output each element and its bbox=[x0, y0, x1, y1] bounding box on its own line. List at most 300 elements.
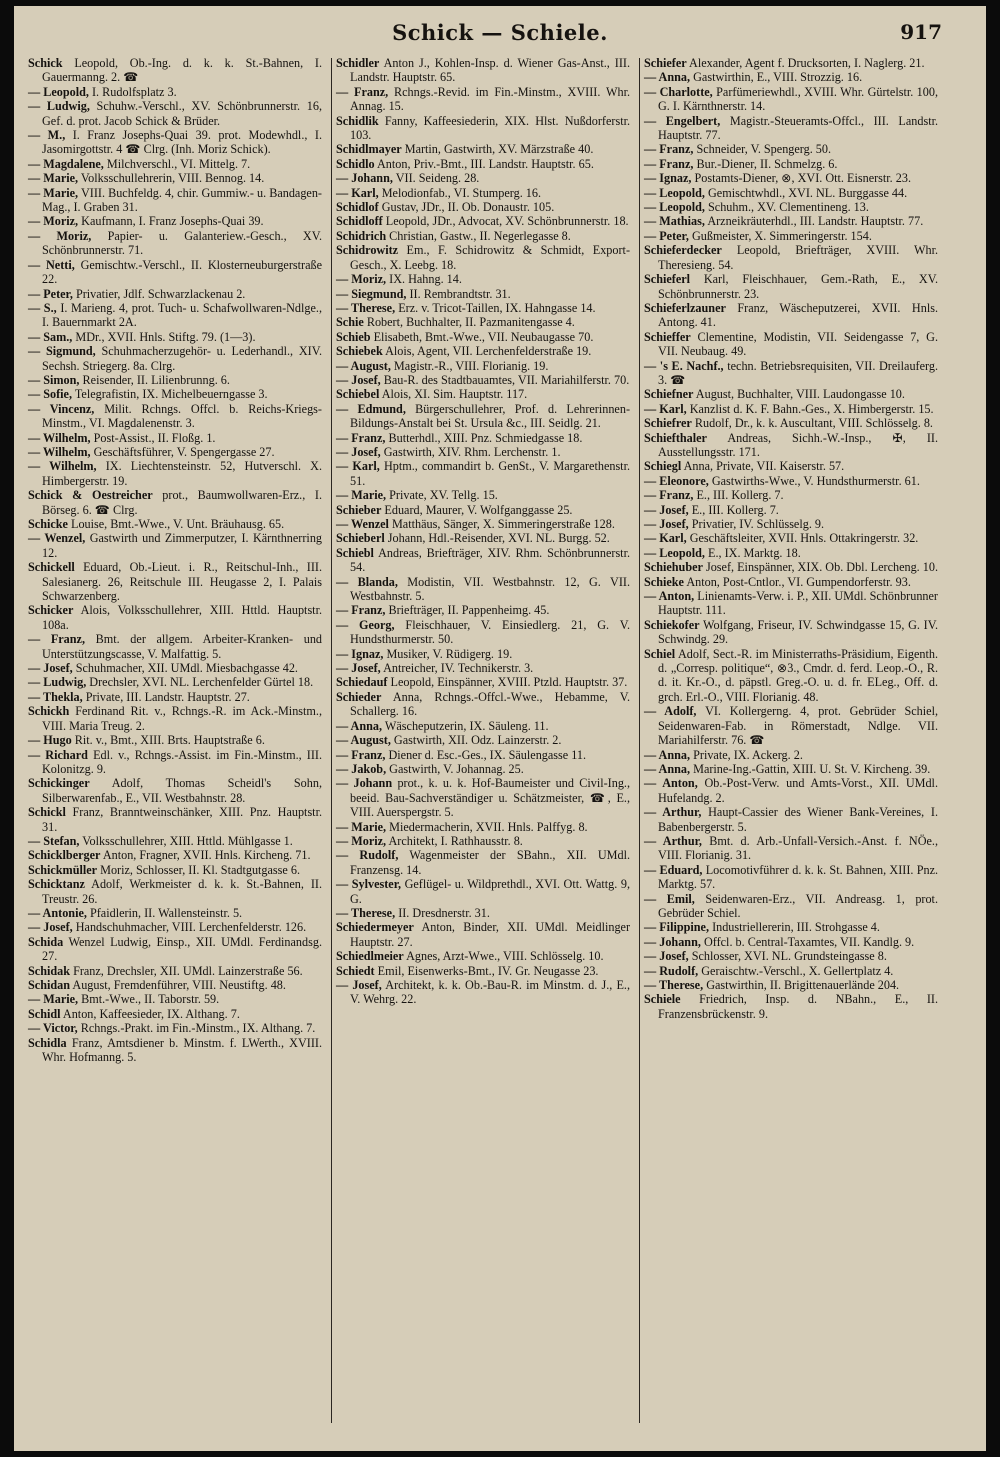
directory-entry bbox=[644, 892, 938, 921]
directory-entry bbox=[336, 748, 630, 762]
entry-details: Schuhw.-Verschl., XV. Schönbrunnerstr. 16, Gef. d. prot. Jacob Schick & Brüder. bbox=[42, 99, 323, 128]
entry-name: Schieb bbox=[336, 329, 371, 344]
directory-entry bbox=[28, 157, 322, 171]
directory-entry bbox=[28, 229, 322, 258]
entry-details: Gemischtwhdl., XVI. NL. Burggasse 44. bbox=[708, 185, 908, 200]
directory-entry bbox=[336, 503, 630, 517]
entry-name: — Wenzel, bbox=[28, 531, 86, 546]
directory-entry bbox=[28, 431, 322, 445]
entry-name: Schiehuber bbox=[644, 560, 703, 575]
entry-name: — Emil, bbox=[644, 891, 695, 906]
entry-name: — Josef, bbox=[644, 949, 689, 964]
directory-entry bbox=[336, 733, 630, 747]
entry-details: Schuhmacher, XII. UMdl. Miesbachgasse 42. bbox=[75, 661, 298, 676]
entry-details: Magistr.-Steueramts-Offcl., III. Landstr. Hauptstr. 77. bbox=[658, 113, 939, 143]
directory-entry bbox=[28, 531, 322, 560]
directory-entry bbox=[28, 1007, 322, 1021]
entry-details: Offcl. b. Central-Taxamtes, VII. Kandlg. 9. bbox=[703, 934, 915, 949]
entry-details: Em., F. Schidrowitz & Schmidt, Export-Gesch., X. Leebg. 18. bbox=[350, 243, 630, 272]
entry-name: — Peter, bbox=[644, 228, 689, 243]
entry-details: Schneider, V. Spengerg. 50. bbox=[696, 142, 832, 157]
entry-name: Schicklberger bbox=[28, 848, 101, 863]
entry-details: Ferdinand Rit. v., Rchngs.-R. im Ack.-Minstm., VIII. Maria Treug. 2. bbox=[42, 704, 322, 733]
page-header bbox=[14, 20, 986, 50]
entry-details: Architekt, I. Rathhausstr. 8. bbox=[388, 833, 523, 848]
directory-entry bbox=[336, 964, 630, 978]
entry-details: Leopold, Briefträger, XVIII. Whr. Theresieng. 54. bbox=[658, 243, 939, 272]
entry-name: — Edmund, bbox=[336, 401, 406, 416]
entry-details: Wagenmeister der SBahn., XII. UMdl. Franzensg. 14. bbox=[350, 848, 631, 877]
directory-entry bbox=[336, 330, 630, 344]
entry-name: — Karl, bbox=[644, 401, 687, 416]
entry-name: — Leopold, bbox=[28, 84, 89, 99]
directory-page bbox=[14, 6, 986, 1451]
directory-entry bbox=[644, 114, 938, 143]
directory-entry bbox=[336, 459, 630, 488]
directory-entry bbox=[336, 906, 630, 920]
directory-entry bbox=[28, 171, 322, 185]
entry-name: — S., bbox=[28, 300, 57, 315]
directory-entry bbox=[28, 128, 322, 157]
directory-entry bbox=[28, 258, 322, 287]
entry-details: Bmt. d. Arb.-Unfall-Versich.-Anst. f. NÖe., VIII. Florianig. 31. bbox=[658, 833, 939, 863]
column-1 bbox=[28, 56, 322, 1064]
entry-name: — Filippine, bbox=[644, 920, 710, 935]
entry-name: Schiegl bbox=[644, 459, 682, 474]
entry-name: — Ludwig, bbox=[28, 675, 87, 690]
entry-details: Modistin, VII. Westbahnstr. 12, G. VII. Westbahnstr. 5. bbox=[350, 574, 630, 604]
entry-details: IX. Liechtensteinstr. 52, Hutverschl. X. Himbergerstr. 19. bbox=[42, 459, 322, 488]
entry-name: — Peter, bbox=[28, 286, 73, 301]
entry-details: Anton J., Kohlen-Insp. d. Wiener Gas-Anst., III. Landstr. Hauptstr. 65. bbox=[350, 56, 630, 85]
entry-details: E., IX. Marktg. 18. bbox=[708, 545, 801, 560]
entry-details: Rchngs.-Prakt. im Fin.-Minstm., IX. Althang. 7. bbox=[80, 1021, 316, 1036]
entry-name: — Blanda, bbox=[336, 574, 398, 589]
directory-entry bbox=[644, 978, 938, 992]
entry-details: Linienamts-Verw. i. P., XII. UMdl. Schönbrunner Hauptstr. 111. bbox=[658, 589, 938, 618]
directory-entry bbox=[28, 488, 322, 517]
entry-details: Gastwirths-Wwe., V. Hundsthurmerstr. 61. bbox=[711, 473, 920, 488]
entry-name: Schida bbox=[28, 934, 64, 949]
entry-name: Schiel bbox=[644, 646, 676, 661]
entry-name: Schickl bbox=[28, 805, 66, 820]
entry-details: Rchngs.-Revid. im Fin.-Minstm., XVIII. Whr. Annag. 15. bbox=[350, 84, 630, 114]
entry-details: Anton, Binder, XII. UMdl. Meidlinger Hauptstr. 27. bbox=[350, 920, 631, 949]
entry-details: Fleischhauer, V. Einsiedlerg. 21, G. V. Hundsthurmerstr. 50. bbox=[350, 617, 630, 647]
entry-details: prot., Baumwollwaren-Erz., I. Börseg. 6. ☎ Clrg. bbox=[42, 488, 323, 517]
entry-name: Schidler bbox=[336, 56, 380, 70]
entry-name: — Eleonore, bbox=[644, 473, 709, 488]
directory-entry bbox=[644, 503, 938, 517]
directory-entry bbox=[644, 834, 938, 863]
directory-entry bbox=[644, 359, 938, 388]
entry-details: Christian, Gastw., II. Negerlegasse 8. bbox=[389, 228, 571, 243]
entry-details: Gastwirth und Zimmerputzer, I. Kärnthnerring 12. bbox=[42, 531, 323, 560]
entry-name: Schiefer bbox=[644, 56, 687, 70]
directory-entry bbox=[336, 85, 630, 114]
directory-entry bbox=[336, 920, 630, 949]
entry-name: — Wilhelm, bbox=[28, 459, 97, 474]
entry-name: — Karl, bbox=[644, 531, 687, 546]
entry-details: Leopold, JDr., Advocat, XV. Schönbrunnerstr. 18. bbox=[385, 214, 629, 229]
directory-entry bbox=[336, 315, 630, 329]
entry-name: — Franz, bbox=[336, 747, 386, 762]
directory-entry bbox=[336, 820, 630, 834]
entry-name: Schickmüller bbox=[28, 862, 98, 877]
directory-entry bbox=[28, 560, 322, 603]
entry-name: Schiedt bbox=[336, 963, 375, 978]
directory-entry bbox=[644, 805, 938, 834]
entry-name: — Sofie, bbox=[28, 387, 73, 402]
directory-entry bbox=[644, 171, 938, 185]
entry-name: Schick & Oestreicher bbox=[28, 488, 153, 503]
directory-entry bbox=[28, 848, 322, 862]
entry-name: — Ignaz, bbox=[336, 646, 384, 661]
entry-name: — Josef, bbox=[28, 661, 73, 676]
entry-name: — Franz, bbox=[644, 488, 694, 503]
directory-entry bbox=[644, 618, 938, 647]
directory-entry bbox=[28, 863, 322, 877]
entry-name: — Moriz, bbox=[28, 214, 79, 229]
entry-details: E., III. Kollerg. 7. bbox=[696, 488, 784, 503]
entry-name: Schidak bbox=[28, 963, 71, 978]
directory-entry bbox=[28, 301, 322, 330]
page-title: Schick — Schiele. bbox=[392, 20, 608, 45]
directory-entry bbox=[336, 171, 630, 185]
column-divider bbox=[331, 58, 332, 1423]
entry-details: Hptm., commandirt b. GenSt., V. Margarethenstr. 51. bbox=[350, 459, 631, 488]
directory-entry bbox=[28, 387, 322, 401]
entry-details: Volksschullehrer, XIII. Httld. Mühlgasse 1. bbox=[82, 833, 293, 848]
directory-entry bbox=[28, 373, 322, 387]
entry-details: Papier- u. Galanteriew.-Gesch., XV. Schönbrunnerstr. 71. bbox=[42, 228, 322, 258]
directory-entry bbox=[644, 589, 938, 618]
entry-name: — Karl, bbox=[336, 185, 379, 200]
entry-details: IX. Hahng. 14. bbox=[389, 272, 462, 287]
entry-details: Gastwirthin, E., VIII. Strozzig. 16. bbox=[693, 70, 863, 85]
directory-entry bbox=[28, 978, 322, 992]
directory-entry bbox=[336, 762, 630, 776]
entry-name: Schie bbox=[336, 315, 364, 330]
entry-details: Adolf, Werkmeister d. k. k. St.-Bahnen, II. Treustr. 26. bbox=[42, 877, 322, 906]
directory-entry bbox=[28, 99, 322, 128]
entry-name: — Anna, bbox=[644, 761, 691, 776]
directory-entry bbox=[336, 402, 630, 431]
entry-details: Fanny, Kaffeesiederin, XIX. Hlst. Nußdorferstr. 103. bbox=[350, 113, 631, 143]
directory-entry bbox=[644, 863, 938, 892]
entry-details: Industriellererin, III. Strohgasse 4. bbox=[712, 920, 880, 935]
directory-entry bbox=[336, 719, 630, 733]
directory-entry bbox=[644, 762, 938, 776]
entry-details: Kanzlist d. K. F. Bahn.-Ges., X. Himbergerstr. 15. bbox=[689, 401, 934, 416]
entry-details: Diener d. Esc.-Ges., IX. Säulengasse 11. bbox=[388, 747, 587, 762]
directory-entry bbox=[336, 373, 630, 387]
entry-name: — Ludwig, bbox=[28, 99, 90, 114]
directory-entry bbox=[644, 560, 938, 574]
entry-details: Agnes, Arzt-Wwe., VIII. Schlösselg. 10. bbox=[406, 949, 604, 964]
entry-name: — Sigmund, bbox=[28, 344, 96, 359]
entry-name: — Karl, bbox=[336, 459, 380, 474]
directory-entry bbox=[644, 992, 938, 1021]
directory-entry bbox=[644, 949, 938, 963]
entry-name: — Marie, bbox=[28, 185, 79, 200]
directory-entry bbox=[644, 70, 938, 84]
directory-entry bbox=[644, 330, 938, 359]
directory-entry bbox=[644, 402, 938, 416]
entry-details: Rit. v., Bmt., XIII. Brts. Hauptstraße 6. bbox=[74, 733, 265, 748]
entry-details: II. Rembrandtstr. 31. bbox=[409, 286, 511, 301]
entry-name: Schiebl bbox=[336, 545, 374, 560]
entry-name: — Magdalene, bbox=[28, 156, 104, 171]
entry-details: Butterhdl., XIII. Pnz. Schmiedgasse 18. bbox=[388, 430, 583, 445]
entry-name: Schidl bbox=[28, 1006, 61, 1021]
entry-details: Handschuhmacher, VIII. Lerchenfelderstr. 126. bbox=[75, 920, 307, 935]
entry-name: — Jakob, bbox=[336, 761, 387, 776]
column-divider bbox=[639, 58, 640, 1423]
directory-entry bbox=[644, 517, 938, 531]
entry-details: Bmt.-Wwe., II. Taborstr. 59. bbox=[81, 992, 220, 1007]
directory-entry bbox=[28, 992, 322, 1006]
entry-details: Milchverschl., VI. Mittelg. 7. bbox=[106, 156, 251, 171]
entry-details: Antreicher, IV. Technikerstr. 3. bbox=[383, 661, 534, 676]
entry-name: Schiefthaler bbox=[644, 430, 707, 445]
directory-entry bbox=[644, 301, 938, 330]
entry-details: Alois, XI. Sim. Hauptstr. 117. bbox=[381, 387, 528, 402]
directory-entry bbox=[644, 142, 938, 156]
entry-details: Private, III. Landstr. Hauptstr. 27. bbox=[85, 689, 250, 704]
entry-details: Haupt-Cassier des Wiener Bank-Vereines, I. Babenbergerstr. 5. bbox=[658, 805, 939, 834]
entry-name: — Johann, bbox=[336, 171, 393, 186]
entry-name: — Rudolf, bbox=[336, 848, 399, 863]
entry-name: — Sylvester, bbox=[336, 877, 402, 892]
entry-details: Post-Assist., II. Floßg. 1. bbox=[93, 430, 216, 445]
directory-entry bbox=[336, 387, 630, 401]
entry-details: Gastwirth, XII. Odz. Lainzerstr. 2. bbox=[393, 733, 562, 748]
entry-name: — Mathias, bbox=[644, 214, 705, 229]
directory-entry bbox=[28, 186, 322, 215]
entry-name: Schieber bbox=[336, 502, 382, 517]
directory-entry bbox=[336, 56, 630, 85]
directory-entry bbox=[336, 949, 630, 963]
entry-name: — Franz, bbox=[336, 84, 389, 99]
directory-entry bbox=[28, 661, 322, 675]
entry-details: Gußmeister, X. Simmeringerstr. 154. bbox=[691, 228, 872, 243]
entry-name: Schieferl bbox=[644, 272, 691, 287]
entry-name: Schiele bbox=[644, 992, 681, 1007]
entry-name: Schidla bbox=[28, 1035, 67, 1050]
entry-details: Kaufmann, I. Franz Josephs-Quai 39. bbox=[81, 214, 264, 229]
entry-details: Geflügel- u. Wildprethdl., XVI. Ott. Wattg. 9, G. bbox=[350, 877, 630, 906]
page-number: 917 bbox=[900, 20, 942, 44]
directory-entry bbox=[336, 647, 630, 661]
entry-name: — Anton, bbox=[644, 776, 698, 791]
entry-details: Moriz, Schlosser, II. Kl. Stadtgutgasse 6. bbox=[100, 862, 301, 877]
entry-name: — Moriz, bbox=[28, 228, 92, 243]
entry-details: Milit. Rchngs. Offcl. b. Reichs-Kriegs-Minstm., VI. Magdalenenstr. 3. bbox=[42, 401, 322, 431]
entry-details: Franz, Wäscheputzerei, XVII. Hnls. Antong. 41. bbox=[658, 300, 938, 330]
directory-entry bbox=[28, 1021, 322, 1035]
entry-name: Schieberl bbox=[336, 531, 385, 546]
directory-entry bbox=[644, 474, 938, 488]
entry-details: VIII. Buchfeldg. 4, chir. Gummiw.- u. Bandagen-Mag., I. Graben 31. bbox=[42, 185, 322, 215]
directory-entry bbox=[336, 661, 630, 675]
entry-details: Postamts-Diener, ⊗, XVI. Ott. Eisnerstr. 23. bbox=[694, 171, 912, 186]
entry-details: August, Buchhalter, VIII. Laudongasse 10. bbox=[695, 387, 905, 402]
directory-entry bbox=[644, 272, 938, 301]
entry-name: — Simon, bbox=[28, 372, 80, 387]
entry-name: — Franz, bbox=[644, 142, 694, 157]
entry-details: Bmt. der allgem. Arbeiter-Kranken- und Unterstützungscasse, V. Malfattig. 5. bbox=[42, 632, 323, 661]
directory-entry bbox=[644, 459, 938, 473]
entry-details: Elisabeth, Bmt.-Wwe., VII. Neubaugasse 70. bbox=[373, 329, 594, 344]
entry-details: Geschäftsleiter, XVII. Hnls. Ottakringerstr. 32. bbox=[689, 531, 919, 546]
entry-name: — Franz, bbox=[644, 156, 694, 171]
entry-name: Schidan bbox=[28, 978, 71, 992]
entry-details: Anton, Kaffeesieder, IX. Althang. 7. bbox=[62, 1006, 240, 1021]
entry-details: Melodionfab., VI. Stumperg. 16. bbox=[381, 185, 542, 200]
entry-details: Bau-R. des Stadtbauamtes, VII. Mariahilferstr. 70. bbox=[383, 372, 630, 387]
directory-entry bbox=[28, 287, 322, 301]
entry-details: Alois, Agent, VII. Lerchenfelderstraße 19. bbox=[385, 344, 592, 359]
entry-details: Private, XV. Tellg. 15. bbox=[389, 488, 498, 503]
entry-name: — Siegmund, bbox=[336, 286, 407, 301]
entry-name: — August, bbox=[336, 733, 391, 748]
entry-name: — Marie, bbox=[336, 488, 387, 503]
directory-entry bbox=[28, 402, 322, 431]
entry-details: Andreas, Sichh.-W.-Insp., ✠, II. Ausstellungsstr. 171. bbox=[658, 430, 938, 459]
entry-name: — Marie, bbox=[28, 992, 79, 1007]
entry-details: E., III. Kollerg. 7. bbox=[691, 502, 779, 517]
directory-entry bbox=[336, 214, 630, 228]
entry-name: Schiebel bbox=[336, 387, 380, 402]
entry-name: — Vincenz, bbox=[28, 401, 95, 416]
entry-name: — Josef, bbox=[644, 502, 689, 517]
entry-name: — Hugo bbox=[28, 733, 72, 748]
entry-details: Geraischtw.-Verschl., X. Gellertplatz 4. bbox=[701, 963, 894, 978]
entry-name: Schidlmayer bbox=[336, 142, 402, 157]
entry-details: Reisender, II. Lilienbrunng. 6. bbox=[82, 372, 230, 387]
entry-details: Anna, Rchngs.-Offcl.-Wwe., Hebamme, V. Schallerg. 16. bbox=[350, 689, 630, 719]
entry-details: Matthäus, Sänger, X. Simmeringerstraße 128. bbox=[391, 517, 615, 531]
entry-name: — Josef, bbox=[336, 444, 381, 459]
directory-entry bbox=[644, 243, 938, 272]
directory-entry bbox=[644, 546, 938, 560]
directory-entry bbox=[28, 214, 322, 228]
entry-name: Schiefrer bbox=[644, 416, 692, 431]
entry-name: — Marie, bbox=[28, 171, 79, 186]
entry-details: Geschäftsführer, V. Spengergasse 27. bbox=[93, 444, 275, 459]
directory-entry bbox=[336, 517, 630, 531]
directory-entry bbox=[28, 920, 322, 934]
entry-details: Gustav, JDr., II. Ob. Donaustr. 105. bbox=[381, 200, 555, 215]
entry-name: Schieferdecker bbox=[644, 243, 722, 258]
directory-entry bbox=[28, 690, 322, 704]
directory-entry bbox=[28, 330, 322, 344]
directory-entry bbox=[644, 704, 938, 747]
entry-name: Schidloff bbox=[336, 214, 383, 229]
entry-details: Ob.-Post-Verw. und Amts-Vorst., XII. UMdl. Hufelandg. 2. bbox=[658, 776, 938, 805]
entry-details: II. Dresdnerstr. 31. bbox=[398, 905, 490, 920]
entry-details: Anton, Priv.-Bmt., III. Landstr. Hauptstr. 65. bbox=[377, 156, 594, 171]
directory-entry bbox=[336, 978, 630, 1007]
entry-name: — Rudolf, bbox=[644, 963, 699, 978]
directory-entry bbox=[28, 1036, 322, 1065]
entry-details: Alexander, Agent f. Drucksorten, I. Naglerg. 21. bbox=[689, 56, 925, 70]
directory-entry bbox=[644, 920, 938, 934]
entry-details: Gastwirthin, II. Brigittenauerlände 204. bbox=[706, 978, 900, 992]
entry-name: Schicktanz bbox=[28, 877, 85, 892]
entry-name: Schiedermeyer bbox=[336, 920, 414, 935]
entry-name: — Leopold, bbox=[644, 185, 705, 200]
entry-details: MDr., XVII. Hnls. Stiftg. 79. (1—3). bbox=[75, 329, 256, 344]
entry-details: Gastwirth, V. Johannag. 25. bbox=[389, 761, 524, 776]
entry-name: — Victor, bbox=[28, 1021, 78, 1036]
directory-entry bbox=[644, 85, 938, 114]
entry-name: — 's E. Nachf., bbox=[644, 358, 724, 373]
directory-entry bbox=[336, 877, 630, 906]
directory-entry bbox=[644, 56, 938, 70]
entry-name: — Anna, bbox=[644, 70, 691, 85]
directory-entry bbox=[336, 287, 630, 301]
entry-details: Rudolf, Dr., k. k. Auscultant, VIII. Schlösselg. 8. bbox=[694, 416, 933, 431]
entry-name: — Thekla, bbox=[28, 689, 83, 704]
entry-name: — Therese, bbox=[336, 300, 396, 315]
entry-name: — Anna, bbox=[336, 718, 383, 733]
directory-entry bbox=[28, 344, 322, 373]
entry-details: Privatier, IV. Schlüsselg. 9. bbox=[691, 517, 825, 531]
entry-name: — August, bbox=[336, 358, 391, 373]
entry-details: Bürgerschullehrer, Prof. d. Lehrerinnen-Bildungs-Anstalt bei St. Ursula &c., III. Seidlg. 21. bbox=[350, 401, 630, 431]
entry-details: Martin, Gastwirth, XV. Märzstraße 40. bbox=[404, 142, 594, 157]
directory-entry bbox=[28, 459, 322, 488]
entry-name: — Richard bbox=[28, 747, 88, 762]
directory-entry bbox=[336, 431, 630, 445]
directory-entry bbox=[336, 675, 630, 689]
entry-details: Drechsler, XVI. NL. Lerchenfelder Gürtel 18. bbox=[89, 675, 314, 690]
entry-details: Andreas, Briefträger, XIV. Rhm. Schönbrunnerstr. 54. bbox=[350, 545, 631, 575]
entry-details: Adolf, Sect.-R. im Ministerraths-Präsidium, Eigenth. d. „Corresp. politique“, ⊗3., Cmdr. d. ferd. Leop.-O., R. d. it. Kr.-O., d. päpstl. Greg.-O. u. d. fr. ELeg., Off. d. grch. Erl.-O., VIII. Florianig. 48. bbox=[658, 646, 938, 704]
entry-name: Schick bbox=[28, 56, 63, 70]
entry-details: I. Rudolfsplatz 3. bbox=[92, 84, 177, 99]
entry-name: Schickinger bbox=[28, 776, 90, 791]
entry-name: — Moriz, bbox=[336, 833, 387, 848]
entry-details: Schuhmacherzugehör- u. Lederhandl., XIV. Sechsh. Striegerg. 8a. Clrg. bbox=[42, 344, 322, 373]
entry-name: — Franz, bbox=[336, 603, 386, 618]
entry-details: Louise, Bmt.-Wwe., V. Unt. Bräuhausg. 65. bbox=[71, 517, 285, 531]
directory-entry bbox=[644, 214, 938, 228]
directory-entry bbox=[644, 229, 938, 243]
entry-name: — Moriz, bbox=[336, 272, 387, 287]
directory-entry bbox=[28, 603, 322, 632]
directory-entry bbox=[644, 575, 938, 589]
directory-entry bbox=[336, 200, 630, 214]
entry-details: Magistr.-R., VIII. Florianig. 19. bbox=[393, 358, 549, 373]
entry-name: Schickell bbox=[28, 560, 75, 575]
entry-details: Schlosser, XVI. NL. Grundsteingasse 8. bbox=[691, 949, 887, 964]
entry-details: Marine-Ing.-Gattin, XIII. U. St. V. Kircheng. 39. bbox=[693, 761, 931, 776]
entry-name: Schieferlzauner bbox=[644, 300, 726, 315]
entry-details: Eduard, Maurer, V. Wolfganggasse 25. bbox=[384, 502, 573, 517]
directory-entry bbox=[644, 935, 938, 949]
entry-name: — Johann, bbox=[644, 934, 701, 949]
directory-entry bbox=[336, 848, 630, 877]
directory-entry bbox=[644, 416, 938, 430]
entry-details: Pfaidlerin, II. Wallensteinstr. 5. bbox=[89, 905, 243, 920]
entry-details: Alois, Volksschullehrer, XIII. Httld. Hauptstr. 108a. bbox=[42, 603, 323, 632]
entry-name: — Stefan, bbox=[28, 833, 80, 848]
entry-name: Schickh bbox=[28, 704, 70, 719]
entry-name: Schidrowitz bbox=[336, 243, 399, 258]
